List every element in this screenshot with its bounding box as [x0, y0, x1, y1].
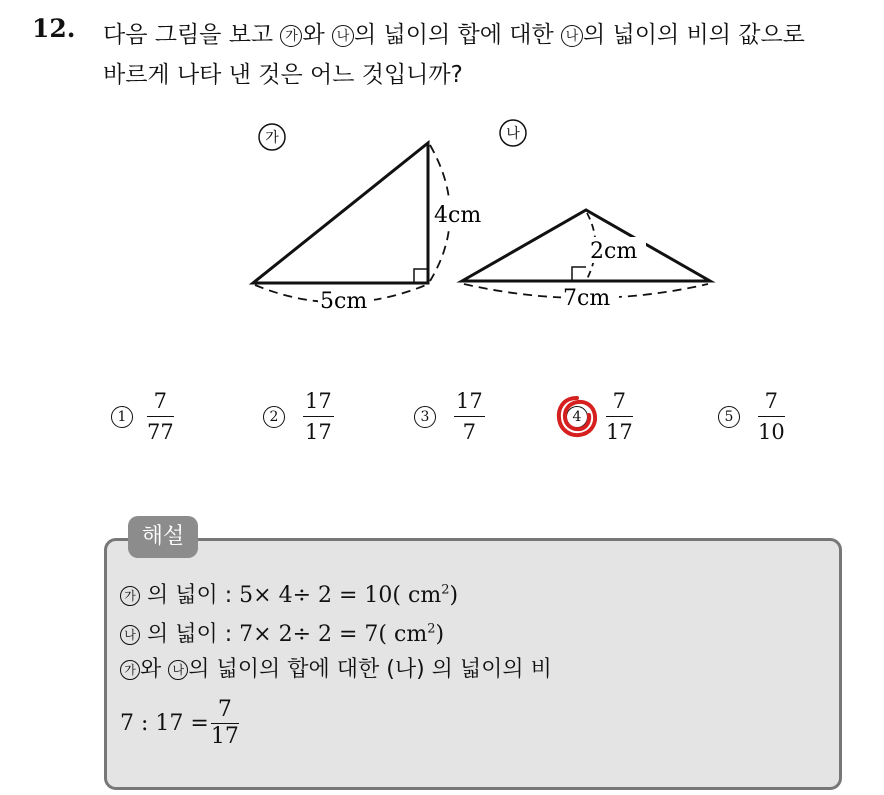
choice-1-number-icon: 1 [111, 406, 133, 428]
marker-ga-icon: 가 [120, 660, 140, 680]
marker-na-icon-2: 나 [561, 25, 583, 47]
marker-na-icon: 나 [168, 660, 188, 680]
choice-1-fraction [147, 388, 174, 445]
solution-l1-expr: 5× 4÷ 2 = 10( cm [239, 583, 442, 608]
choice-5-fraction [758, 388, 785, 445]
solution-l2-label: 의 넓이 : [140, 622, 240, 647]
choice-3-number-icon: 3 [414, 406, 436, 428]
choice-5-numerator: 7 [764, 389, 779, 413]
choice-4-numerator: 7 [612, 389, 627, 413]
label-ga: 가 [265, 130, 279, 146]
question-text-c: 의 넓이의 합에 대한 [354, 22, 561, 48]
marker-ga-icon: 가 [120, 586, 140, 606]
marker-ga-icon: 가 [280, 25, 302, 47]
solution-line-2 [120, 617, 444, 648]
question-line-2: 바르게 나타 낸 것은 어느 것입니까? [103, 62, 463, 88]
solution-fraction [211, 698, 239, 749]
marker-na-icon: 나 [332, 25, 354, 47]
solution-frac-den: 17 [210, 724, 239, 749]
solution-line-4 [120, 698, 239, 749]
solution-line-3 [120, 652, 552, 683]
answer-mark-icon [554, 394, 600, 440]
triangle-figure [0, 0, 884, 360]
fraction-bar [454, 416, 485, 417]
choice-2-fraction [303, 388, 334, 445]
question-number: 12. [32, 14, 76, 43]
right-angle-mark-ga [414, 269, 428, 283]
dim-ga-base: 5cm [320, 289, 368, 314]
choice-1-numerator: 7 [153, 389, 168, 413]
dim-ga-height: 4cm [434, 203, 482, 228]
fraction-bar [606, 416, 633, 417]
solution-l1-label: 의 넓이 : [140, 583, 240, 608]
choice-1-denominator: 77 [147, 420, 174, 444]
choice-4-number-icon: 4 [566, 406, 588, 428]
dim-na-base: 7cm [563, 286, 611, 311]
solution-l3-mid: 와 [140, 657, 169, 682]
choice-3-fraction [454, 388, 485, 445]
choice-2-numerator: 17 [305, 389, 332, 413]
solution-frac-num: 7 [217, 697, 232, 722]
choice-3-numerator: 17 [456, 389, 483, 413]
choice-5-denominator: 10 [758, 420, 785, 444]
choice-4-fraction [606, 388, 633, 445]
label-na: 나 [506, 126, 520, 142]
solution-ratio: 7 : 17 = [120, 711, 209, 736]
choice-5-number-icon: 5 [718, 406, 740, 428]
triangle-na [462, 210, 710, 281]
fraction-bar [147, 416, 174, 417]
fraction-bar [758, 416, 785, 417]
solution-l3-rest: 의 넓이의 합에 대한 (나) 의 넓이의 비 [188, 657, 552, 682]
choice-2-denominator: 17 [305, 420, 332, 444]
solution-l2-end: ) [435, 622, 445, 647]
solution-l2-expr: 7× 2÷ 2 = 7( cm [239, 622, 428, 647]
choice-2-number-icon: 2 [263, 406, 285, 428]
triangle-ga [253, 143, 428, 283]
solution-l1-end: ) [449, 583, 459, 608]
solution-l2-sup: 2 [427, 621, 436, 637]
question-text-d: 의 넓이의 비의 값으로 [583, 22, 805, 48]
right-angle-mark-na [572, 267, 586, 281]
marker-na-icon: 나 [120, 625, 140, 645]
solution-line-1 [120, 578, 458, 609]
choice-4-denominator: 17 [606, 420, 633, 444]
question-text-b: 와 [302, 22, 332, 48]
solution-l1-sup: 2 [441, 582, 450, 598]
solution-tag: 해설 [128, 516, 198, 558]
choice-3-denominator: 7 [462, 420, 477, 444]
question-text-a: 다음 그림을 보고 [103, 22, 281, 48]
fraction-bar [303, 416, 334, 417]
dim-na-height: 2cm [590, 239, 638, 264]
